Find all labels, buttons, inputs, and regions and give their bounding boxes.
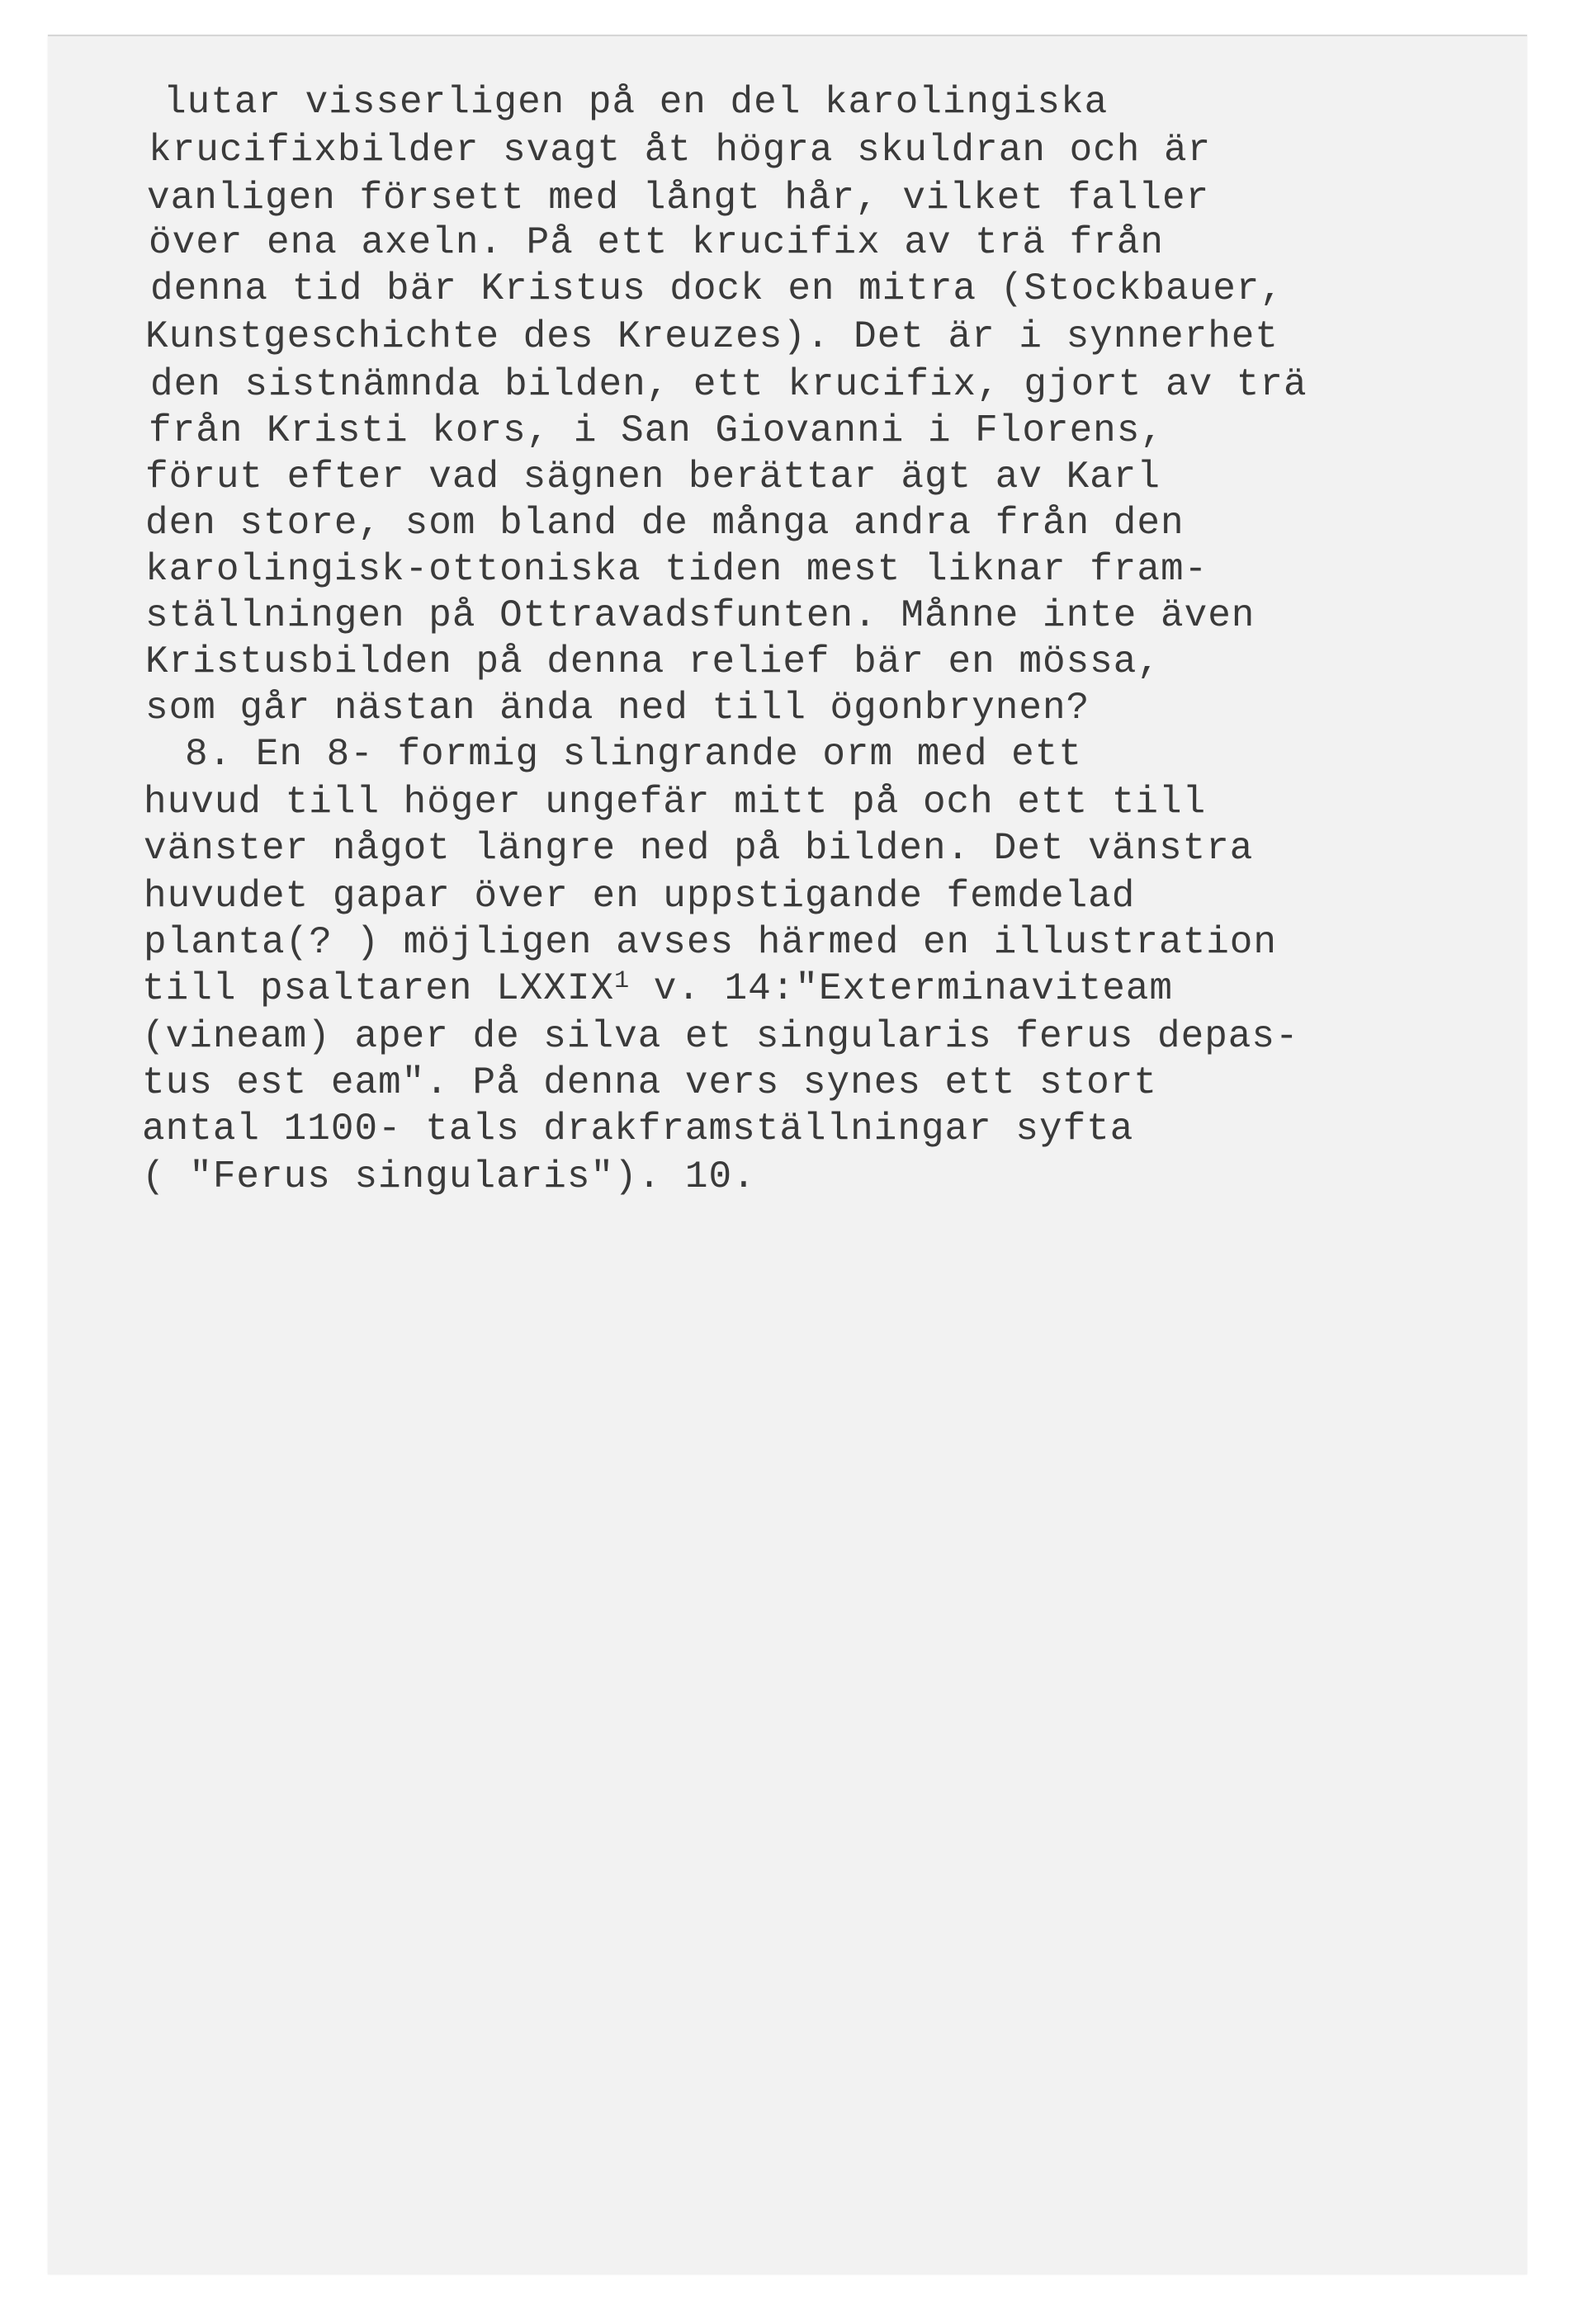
- text-line: ( "Ferus singularis"). 10.: [142, 1155, 756, 1198]
- text-line: denna tid bär Kristus dock en mitra (Stockbauer,: [150, 267, 1284, 310]
- text-line: den store, som bland de många andra från den: [145, 502, 1185, 545]
- text-line: 8. En 8- formig slingrande orm med ett: [185, 733, 1082, 776]
- text-line: huvud till höger ungefär mitt på och ett till: [144, 781, 1207, 824]
- text-line: krucifixbilder svagt åt högra skuldran och är: [149, 129, 1212, 172]
- text-line: lutar visserligen på en del karolingiska: [163, 81, 1109, 124]
- text-line: ställningen på Ottravadsfunten. Månne inte även: [145, 594, 1256, 637]
- text-line: antal 1100- tals drakframställningar syfta: [142, 1108, 1134, 1150]
- text-line: Kunstgeschichte des Kreuzes). Det är i synnerhet: [145, 315, 1279, 358]
- text-line: planta(? ) möjligen avses härmed en illustration: [144, 921, 1278, 964]
- text-line: (vineam) aper de silva et singularis ferus depas-: [142, 1015, 1299, 1058]
- text-line: som går nästan ända ned till ögonbrynen?: [145, 687, 1090, 730]
- text-line-head: till psaltaren LXXIX: [142, 967, 615, 1010]
- text-line: tus est eam". På denna vers synes ett stort: [142, 1061, 1157, 1104]
- text-line: från Kristi kors, i San Giovanni i Florens,: [149, 409, 1164, 452]
- text-line: vanligen försett med långt hår, vilket faller: [147, 177, 1210, 220]
- text-line: karolingisk-ottoniska tiden mest liknar fram-: [145, 548, 1208, 591]
- text-line: över ena axeln. På ett krucifix av trä från: [149, 221, 1164, 264]
- footnote-marker: 1: [614, 967, 631, 995]
- text-line: vänster något längre ned på bilden. Det vänstra: [144, 827, 1254, 870]
- text-line: huvudet gapar över en uppstigande femdelad: [144, 875, 1136, 918]
- text-line: [142, 966, 1173, 1012]
- text-line: Kristusbilden på denna relief bär en mössa,: [145, 640, 1161, 683]
- text-line: den sistnämnda bilden, ett krucifix, gjort av trä: [150, 363, 1308, 406]
- text-line: förut efter vad sägnen berättar ägt av Karl: [145, 456, 1161, 498]
- text-line-tail: v. 14:"Exterminaviteam: [630, 967, 1174, 1010]
